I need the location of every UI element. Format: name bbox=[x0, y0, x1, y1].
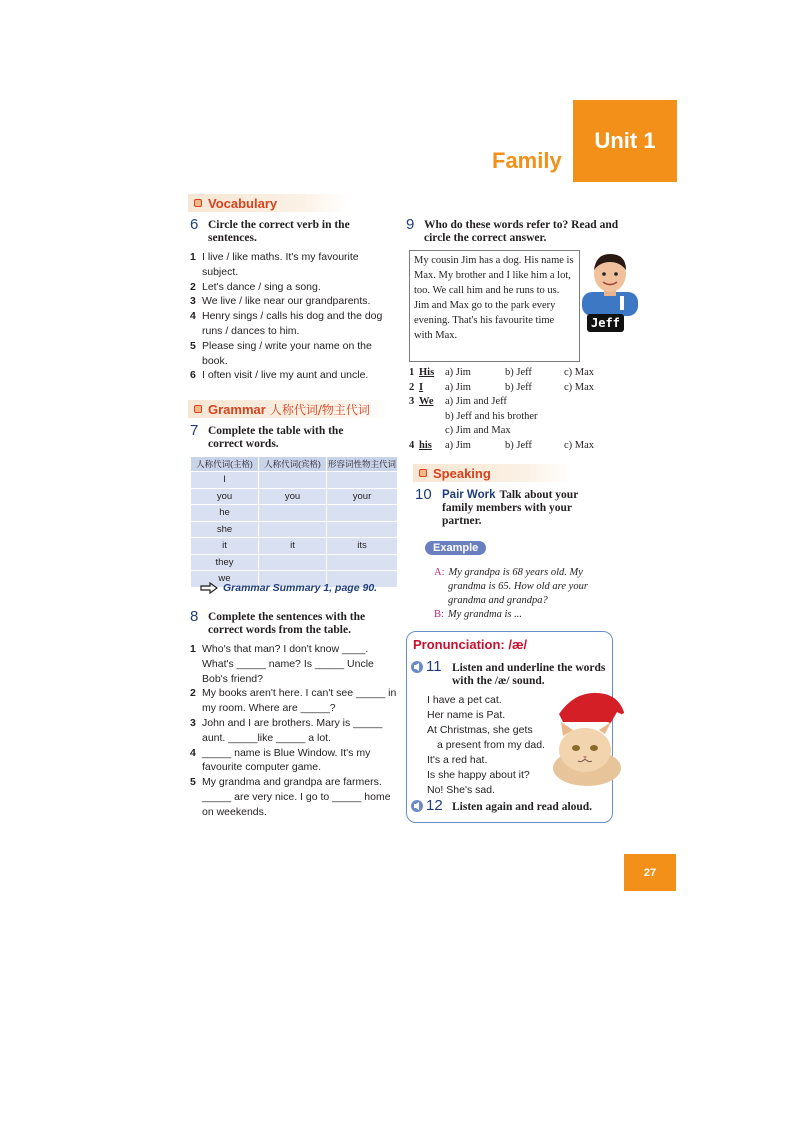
item-text: We live / like near our grandparents. bbox=[202, 295, 371, 308]
speaker-label: A: bbox=[434, 567, 445, 578]
grammar-heading bbox=[188, 400, 388, 418]
list-item bbox=[190, 339, 390, 369]
item-number: 5 bbox=[190, 339, 196, 352]
table-header-row bbox=[191, 457, 397, 471]
boy-avatar bbox=[580, 250, 642, 316]
column-header: 人称代词(主格) bbox=[191, 457, 258, 471]
item-text: Let's dance / sing a song. bbox=[202, 280, 321, 293]
exercise-11 bbox=[410, 660, 442, 674]
speaking-heading bbox=[413, 464, 573, 482]
unit-label: Unit 1 bbox=[594, 128, 656, 153]
table-cell[interactable]: it bbox=[191, 538, 258, 554]
option-c[interactable]: c) Jim and Max bbox=[445, 425, 511, 436]
page-number: 27 bbox=[624, 854, 676, 891]
table-cell[interactable]: your bbox=[327, 489, 397, 505]
item-text: Please sing / write your name on the book. bbox=[202, 339, 372, 367]
exercise-instruction: Complete the table with the correct words. bbox=[208, 425, 344, 450]
table-cell[interactable]: they bbox=[191, 555, 258, 571]
list-item bbox=[190, 368, 390, 383]
table-row bbox=[191, 538, 397, 554]
list-item bbox=[190, 746, 398, 776]
question-word: I bbox=[419, 381, 424, 393]
textbook-page bbox=[122, 100, 676, 892]
poem-line: No! She's sad. bbox=[427, 784, 495, 796]
speaker-label: B: bbox=[434, 609, 444, 620]
audio-icon[interactable] bbox=[410, 799, 424, 813]
item-number: 5 bbox=[190, 776, 196, 789]
exercise-instruction: Complete the sentences with the correct words from the table. bbox=[208, 611, 366, 636]
audio-icon[interactable] bbox=[410, 660, 424, 674]
column-header: 形容词性物主代词 bbox=[328, 459, 397, 469]
option-a[interactable]: a) Jim bbox=[445, 439, 471, 451]
item-number: 3 bbox=[190, 295, 196, 308]
list-item bbox=[190, 309, 390, 339]
pair-work-label: Pair Work bbox=[442, 489, 496, 501]
table-row bbox=[191, 505, 397, 521]
item-text: Henry sings / calls his dog and the dog runs / dances to him. bbox=[202, 310, 383, 337]
unit-badge bbox=[573, 100, 677, 182]
table-cell[interactable]: he bbox=[191, 505, 258, 521]
character-name-badge: Jeff bbox=[587, 314, 624, 332]
list-item bbox=[190, 686, 398, 716]
option-c[interactable]: c) Max bbox=[564, 367, 595, 378]
option-b[interactable]: b) Jeff bbox=[505, 367, 532, 378]
option-a[interactable]: a) Jim bbox=[445, 367, 471, 378]
question-word: his bbox=[419, 439, 432, 451]
table-cell[interactable] bbox=[259, 555, 326, 571]
vocabulary-heading bbox=[188, 194, 348, 212]
option-b[interactable]: b) Jeff bbox=[505, 381, 532, 393]
vocabulary-list bbox=[190, 250, 390, 383]
item-number: 2 bbox=[190, 280, 196, 293]
list-item bbox=[190, 716, 398, 746]
poem-line: a present from my dad. bbox=[437, 739, 545, 751]
item-text: John and I are brothers. Mary is _____ aunt. _____like _____ a lot. bbox=[202, 716, 383, 744]
poem-line: Is she happy about it? bbox=[427, 769, 530, 781]
list-item bbox=[190, 280, 390, 295]
exercise-number: 12 bbox=[426, 797, 443, 814]
list-item bbox=[190, 250, 390, 280]
exercise-instruction: Listen again and read aloud. bbox=[452, 801, 593, 813]
item-number: 4 bbox=[190, 746, 196, 759]
question-row bbox=[409, 410, 609, 425]
table-cell[interactable] bbox=[327, 472, 397, 488]
pronoun-table bbox=[190, 456, 398, 588]
list-item bbox=[190, 642, 398, 686]
table-row bbox=[191, 489, 397, 505]
grammar-sentences-list bbox=[190, 642, 398, 820]
question-number: 3 bbox=[409, 396, 415, 407]
grammar-summary-link[interactable] bbox=[200, 582, 377, 594]
exercise-number: 9 bbox=[406, 216, 415, 233]
table-cell[interactable]: it bbox=[259, 538, 326, 554]
option-b[interactable]: b) Jeff and his brother bbox=[445, 410, 538, 422]
grammar-heading-label: Grammar bbox=[208, 401, 266, 417]
exercise-instruction: Who do these words refer to? Read and circle the correct answer. bbox=[424, 219, 619, 244]
exercise-number: 10 bbox=[415, 486, 432, 503]
exercise-number: 7 bbox=[190, 422, 199, 439]
table-cell[interactable] bbox=[259, 472, 326, 488]
item-text: Who's that man? I don't know ____. What's _____ name? Is _____ Uncle Bob's friend? bbox=[202, 643, 374, 685]
exercise-number: 8 bbox=[190, 608, 199, 625]
option-c[interactable]: c) Max bbox=[564, 439, 595, 451]
pronunciation-box bbox=[406, 631, 613, 823]
item-text: My grandma and grandpa are farmers. _____ are very nice. I go to _____ home on weekends. bbox=[202, 776, 391, 818]
table-cell[interactable]: I bbox=[191, 472, 258, 488]
table-cell[interactable] bbox=[327, 522, 397, 538]
instruction-text: Talk about your family members with your partner. bbox=[442, 489, 579, 527]
item-number: 4 bbox=[190, 310, 196, 323]
section-bullet-icon bbox=[194, 199, 202, 207]
option-b[interactable]: b) Jeff bbox=[505, 439, 532, 451]
question-row bbox=[409, 366, 609, 381]
grammar-heading-cn: 人称代词/物主代词 bbox=[269, 402, 370, 417]
answer-options bbox=[409, 366, 609, 453]
option-a[interactable]: a) Jim and Jeff bbox=[445, 396, 507, 407]
item-text: I live / like maths. It's my favourite subject. bbox=[202, 251, 359, 278]
dialog-line bbox=[434, 566, 614, 608]
grammar-summary-text: Grammar Summary 1, page 90. bbox=[223, 582, 378, 594]
question-row bbox=[409, 424, 609, 439]
question-row bbox=[409, 395, 609, 410]
table-row bbox=[191, 472, 397, 488]
exercise-instruction: Circle the correct verb in the sentences. bbox=[208, 219, 350, 244]
item-number: 3 bbox=[190, 716, 196, 729]
boy-portrait-icon bbox=[580, 250, 642, 316]
arrow-right-icon bbox=[200, 582, 218, 594]
cat-santa-hat-illustration bbox=[547, 686, 629, 786]
table-row bbox=[191, 555, 397, 571]
poem-line: Her name is Pat. bbox=[427, 709, 506, 721]
section-bullet-icon bbox=[419, 469, 427, 477]
item-number: 1 bbox=[190, 643, 196, 655]
dialog-text: My grandma is ... bbox=[447, 609, 523, 620]
question-number: 2 bbox=[409, 381, 415, 393]
poem-line: I have a pet cat. bbox=[427, 694, 502, 706]
table-cell[interactable] bbox=[259, 522, 326, 538]
question-number: 1 bbox=[409, 367, 415, 378]
page-title: Family bbox=[492, 148, 562, 173]
story-text: My cousin Jim has a dog. His name is Max. My brother and I like him a lot, too. We call him and he runs to us. Jim and Max go to the park every evening. That's his favourite time with Max. bbox=[414, 255, 574, 341]
table-row bbox=[191, 522, 397, 538]
question-row bbox=[409, 381, 609, 396]
vocabulary-heading-label: Vocabulary bbox=[208, 195, 278, 211]
example-dialog bbox=[434, 566, 614, 622]
exercise-instruction bbox=[442, 489, 612, 528]
dialog-text: My grandpa is 68 years old. My grandma is 65. How old are your grandma and grandpa? bbox=[448, 567, 588, 606]
column-header: 人称代词(宾格) bbox=[259, 457, 326, 471]
option-c[interactable]: c) Max bbox=[564, 381, 595, 393]
list-item bbox=[190, 294, 390, 309]
question-word: His bbox=[419, 367, 435, 378]
table-cell[interactable]: its bbox=[327, 538, 397, 554]
question-number: 4 bbox=[409, 439, 415, 451]
exercise-number: 6 bbox=[190, 216, 199, 233]
table-cell[interactable]: she bbox=[191, 522, 258, 538]
poem bbox=[427, 693, 545, 798]
list-item bbox=[190, 775, 398, 819]
dialog-line bbox=[434, 608, 614, 622]
question-row bbox=[409, 439, 609, 454]
cat-icon bbox=[547, 686, 629, 786]
item-number: 2 bbox=[190, 687, 196, 700]
option-a[interactable]: a) Jim bbox=[445, 381, 471, 393]
item-text: My books aren't here. I can't see _____ in my room. Where are _____? bbox=[202, 687, 397, 715]
item-number: 1 bbox=[190, 251, 196, 263]
example-badge: Example bbox=[425, 541, 486, 555]
exercise-instruction: Listen and underline the words with the /æ/ sound. bbox=[452, 662, 606, 687]
poem-line: It's a red hat. bbox=[427, 754, 488, 766]
table-cell[interactable]: you bbox=[191, 489, 258, 505]
table-cell[interactable]: we bbox=[191, 571, 258, 587]
table-cell[interactable] bbox=[327, 505, 397, 521]
table-cell[interactable] bbox=[327, 555, 397, 571]
table-cell[interactable] bbox=[259, 505, 326, 521]
exercise-12 bbox=[410, 799, 443, 813]
section-bullet-icon bbox=[194, 405, 202, 413]
table-cell[interactable]: you bbox=[259, 489, 326, 505]
story-box bbox=[409, 250, 580, 362]
question-word: We bbox=[419, 396, 434, 407]
item-number: 6 bbox=[190, 369, 196, 382]
exercise-number: 11 bbox=[426, 658, 442, 675]
poem-line: At Christmas, she gets bbox=[427, 724, 533, 736]
item-text: _____ name is Blue Window. It's my favourite computer game. bbox=[202, 746, 371, 774]
pronunciation-heading: Pronunciation: /æ/ bbox=[413, 637, 528, 652]
item-text: I often visit / live my aunt and uncle. bbox=[202, 369, 369, 382]
speaking-heading-label: Speaking bbox=[433, 465, 491, 481]
